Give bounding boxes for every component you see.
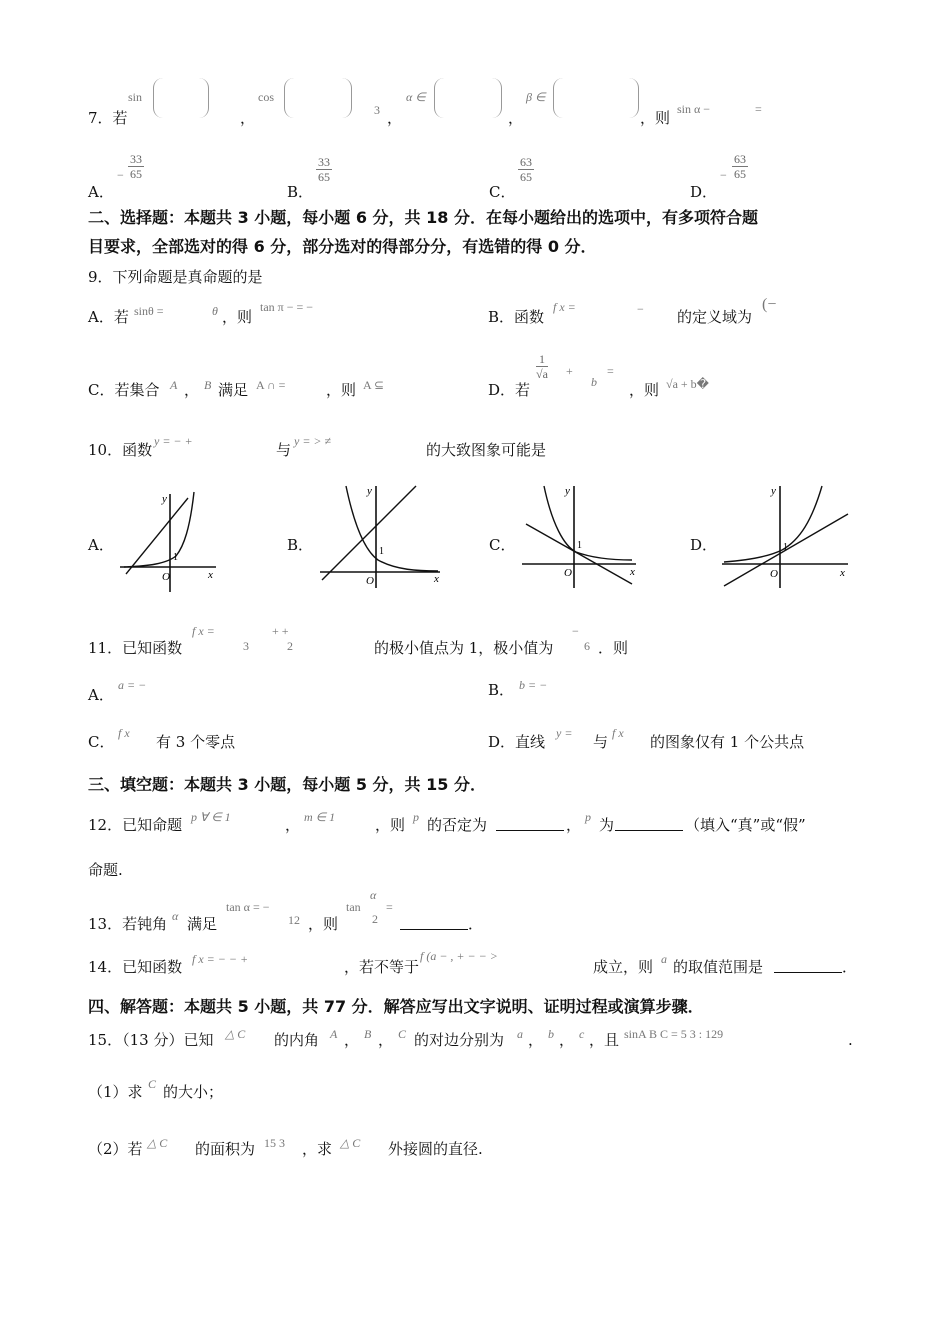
q15-part-1-a: （1）求 [88, 1083, 143, 1101]
q7-paren-3 [434, 78, 502, 118]
q10-graph-c-origin: O [564, 567, 572, 579]
q15-stem-a: 15．（13 分）已知 [88, 1031, 214, 1049]
section-2-heading-line-2: 目要求，全部选对的得 6 分，部分选对的得部分分，有选错的得 0 分． [88, 237, 597, 256]
q7-number: 7．若 [88, 109, 128, 127]
q15-part-2-a: （2）若 [88, 1140, 143, 1158]
q15-angle-c: C [398, 1027, 407, 1041]
q15-triangle: △ C [225, 1027, 246, 1041]
q10-graph-d-x-label: x [840, 567, 845, 579]
q15-text-1: 的内角 [274, 1031, 320, 1049]
q9-option-d-plus: + [566, 364, 573, 378]
q11-math-1: f x = [192, 624, 215, 638]
q9-option-b-math-3: (− [762, 296, 777, 313]
q7-comma-3: ， [508, 109, 524, 127]
q10-graph-b-one: 1 [379, 546, 384, 557]
q7-cos-fn: cos [258, 90, 274, 104]
q12-math-4: p [585, 810, 591, 824]
q9-stem: 9．下列命题是真命题的是 [88, 268, 263, 286]
section-2-heading-line-1: 二、选择题：本题共 3 小题，每小题 6 分，共 18 分．在每小题给出的选项中，有多项符合题 [88, 208, 758, 227]
q15-part-2-triangle: △ C [147, 1136, 168, 1150]
q10-graph-b [318, 484, 444, 590]
q14-math-2: f (a − , + − − > [420, 949, 498, 963]
q9-option-b-label: B．函数 [488, 308, 545, 326]
q14-math-1: f x = − − + [192, 952, 249, 966]
q10-graph-a [118, 488, 224, 594]
q13-text-1: 满足 [187, 915, 218, 933]
q9-option-c-separator: ， [184, 381, 200, 399]
q12-text-1: 的否定为 [427, 816, 488, 834]
q9-option-c-set-b: B [204, 378, 212, 392]
q9-option-c-label: C．若集合 [88, 381, 160, 399]
q7-three: 3 [374, 103, 380, 117]
q7-option-b-fraction [316, 155, 332, 184]
q14-text-3: 的取值范围是 [673, 958, 764, 976]
q11-math-4: + + [272, 624, 289, 638]
q9-option-d-label: D．若 [488, 381, 531, 399]
q15-part-1-math: C [148, 1077, 157, 1091]
q7-option-c-label: C． [489, 183, 516, 201]
q11-math-6: 6 [584, 639, 590, 653]
q9-option-a-math-3: tan π − = − [260, 300, 314, 314]
q7-comma-2: ， [387, 109, 403, 127]
q11-option-d-text: 的图象仅有 1 个公共点 [650, 733, 805, 751]
q12-line-2: 命题. [88, 861, 123, 879]
q10-graph-b-y-label: y [367, 485, 372, 497]
q12-text-2: 为 [599, 816, 615, 834]
q13-end: ． [468, 915, 484, 933]
q7-paren-4 [553, 78, 639, 118]
q10-graph-a-one: 1 [173, 552, 178, 563]
q11-math-2: 3 [243, 639, 249, 653]
q7-option-d-minus: − [720, 168, 727, 182]
q13-blank[interactable] [400, 915, 468, 930]
q9-option-d-numerator: 1 [536, 352, 548, 367]
q9-option-b-math-1: f x = [553, 300, 576, 314]
q7-option-b-label: B． [287, 183, 314, 201]
q14-text-1: ，若不等于 [344, 958, 420, 976]
q10-stem-a: 10．函数 [88, 441, 153, 459]
q10-graph-d-exponential-curve [724, 486, 822, 562]
q7-option-c-numerator: 63 [520, 155, 532, 169]
q14-math-3: a [661, 952, 667, 966]
q14-blank[interactable] [774, 958, 842, 973]
q10-graph-b-line [322, 486, 416, 580]
q15-side-c: c [579, 1027, 585, 1041]
q14-text-2: 成立，则 [593, 958, 654, 976]
q11-option-a-math: a = − [118, 678, 147, 692]
q7-option-a-minus: − [117, 168, 124, 182]
q9-option-c-then: ，则 [326, 381, 357, 399]
q12-blank-2[interactable] [615, 816, 683, 831]
q11-option-a-label: A． [88, 686, 114, 704]
q7-option-c-denominator: 65 [520, 170, 532, 184]
q15-part-2-d: 外接圆的直径. [388, 1140, 483, 1158]
q15-side-b: b [548, 1027, 554, 1041]
q15-part-2-area: 15 3 [264, 1136, 285, 1150]
q15-ratio: sinA B C = 5 3 : 129 [624, 1027, 724, 1041]
q7-option-d-label: D． [690, 183, 718, 201]
q10-graph-a-x-label: x [208, 569, 213, 581]
q9-option-d-equals: = [607, 364, 614, 378]
q7-paren-2 [284, 78, 352, 118]
q10-graph-c-one: 1 [577, 540, 582, 551]
q13-alpha: α [172, 909, 179, 923]
q14-end: ． [842, 958, 858, 976]
q11-option-c-math: f x [118, 726, 130, 740]
q9-option-b-text: 的定义域为 [677, 308, 753, 326]
q13-tan: tan [346, 900, 361, 914]
q10-graph-b-decay-curve [346, 486, 438, 571]
q7-option-d-denominator: 65 [734, 167, 746, 181]
q10-graph-a-line [126, 498, 188, 574]
q10-graph-b-x-label: x [434, 573, 439, 585]
q10-graph-b-origin: O [366, 575, 374, 587]
q13-tan-expression: tan α = − [226, 900, 270, 914]
q7-sin-fn: sin [128, 90, 143, 104]
q11-option-c-text: 有 3 个零点 [156, 733, 236, 751]
q9-option-a-then: ，则 [222, 308, 253, 326]
q12-separator-2: ， [566, 816, 582, 834]
q9-option-c-text: 满足 [218, 381, 249, 399]
q14-stem-a: 14．已知函数 [88, 958, 183, 976]
q11-option-d-math-1: y = [556, 726, 573, 740]
q9-option-d-fraction [536, 352, 548, 381]
q15-side-a: a [517, 1027, 523, 1041]
q15-text-3: ，且 [589, 1031, 620, 1049]
q10-graph-c-decay-curve [544, 486, 632, 560]
q12-text-3: （填入“真”或“假” [685, 816, 806, 834]
q13-stem-a: 13．若钝角 [88, 915, 168, 933]
q9-option-d-b: b [591, 375, 597, 389]
q9-option-d-denominator: √a [536, 367, 548, 381]
q12-blank-1[interactable] [496, 816, 564, 831]
q10-stem-b: 的大致图象可能是 [426, 441, 547, 459]
q10-math-2: y = > ≠ [294, 434, 332, 448]
q11-stem-b: 的极小值点为 1，极小值为 [374, 639, 554, 657]
q7-option-b-denominator: 65 [318, 170, 330, 184]
section-4-heading: 四、解答题：本题共 5 小题，共 77 分．解答应写出文字说明、证明过程或演算步骤． [88, 997, 704, 1016]
q7-then: ，则 [640, 109, 671, 127]
q11-option-b-math: b = − [519, 678, 548, 692]
q9-option-c-subset: A ⊆ [363, 378, 385, 392]
q13-equals: = [386, 900, 393, 914]
q15-part-2-triangle-2: △ C [340, 1136, 361, 1150]
q11-option-d-mid: 与 [593, 733, 609, 751]
q12-math-2: m ∈ 1 [304, 810, 336, 824]
q9-option-a-math-1: sinθ = [134, 304, 164, 318]
q12-math-1: p ∀ ∈ 1 [191, 810, 231, 824]
q15-angle-b: B [364, 1027, 372, 1041]
q7-option-a-denominator: 65 [130, 167, 142, 181]
q15-sep-4: ， [559, 1031, 575, 1049]
q11-option-d-math-2: f x [612, 726, 624, 740]
q9-option-a-label: A．若 [88, 308, 129, 326]
q9-option-d-math: √a + b� [666, 377, 709, 391]
q7-alpha-in: α ∈ [406, 90, 426, 104]
q10-math-1: y = − + [154, 434, 193, 448]
q7-option-a-numerator: 33 [130, 152, 142, 166]
q7-option-a-fraction [128, 152, 144, 181]
q11-option-d-label: D．直线 [488, 733, 546, 751]
q10-graph-c-y-label: y [565, 485, 570, 497]
q15-sep-1: ， [344, 1031, 360, 1049]
q7-option-d-numerator: 63 [734, 152, 746, 166]
q9-option-b-math-2: − [637, 302, 644, 316]
q11-stem-c: ．则 [598, 639, 629, 657]
q11-option-c-label: C． [88, 733, 115, 751]
q7-comma-1: ， [240, 109, 256, 127]
q15-part-2-c: ，求 [302, 1140, 333, 1158]
q13-then: ，则 [308, 915, 339, 933]
q7-expression: sin α − [677, 102, 711, 116]
q7-option-b-numerator: 33 [318, 155, 330, 169]
q11-option-b-label: B． [488, 681, 515, 699]
q10-option-d-label: D． [690, 536, 718, 554]
q10-graph-d [720, 484, 852, 590]
q9-option-a-math-2: θ [212, 304, 218, 318]
q11-stem-a: 11．已知函数 [88, 639, 183, 657]
q7-option-d-fraction [732, 152, 748, 181]
q10-option-a-label: A． [88, 536, 114, 554]
q7-option-c-fraction [518, 155, 534, 184]
q10-graph-d-origin: O [770, 568, 778, 580]
q10-graph-d-y-label: y [771, 485, 776, 497]
q12-separator: ， [285, 816, 301, 834]
q13-half-alpha-num: α [370, 888, 377, 902]
q10-graph-a-origin: O [162, 571, 170, 583]
q12-math-3: p [413, 810, 419, 824]
q15-sep-3: ， [528, 1031, 544, 1049]
q13-half-alpha-den: 2 [372, 912, 378, 926]
q15-sep-2: ， [378, 1031, 394, 1049]
q10-option-b-label: B． [287, 536, 314, 554]
q15-part-1-b: 的大小； [163, 1083, 224, 1101]
q10-graph-a-y-label: y [162, 493, 167, 505]
q10-graph-d-one: 1 [783, 542, 788, 553]
q9-option-c-intersection: A ∩ = [256, 378, 286, 392]
q7-option-a-label: A． [88, 183, 114, 201]
section-3-heading: 三、填空题：本题共 3 小题，每小题 5 分，共 15 分． [88, 775, 486, 794]
q9-option-d-then: ，则 [629, 381, 660, 399]
q11-math-5: − [572, 624, 579, 638]
q12-then: ，则 [375, 816, 406, 834]
q10-graph-c-x-label: x [630, 566, 635, 578]
q13-denominator: 12 [288, 913, 300, 927]
q7-paren-1 [153, 78, 209, 118]
q15-part-2-b: 的面积为 [195, 1140, 256, 1158]
q10-graph-c [520, 484, 640, 590]
q15-angle-a: A [330, 1027, 338, 1041]
q12-stem-a: 12．已知命题 [88, 816, 183, 834]
q10-graph-c-line [526, 524, 632, 584]
q10-option-c-label: C． [489, 536, 516, 554]
q7-equals: = [755, 102, 762, 116]
q15-end: . [848, 1031, 853, 1049]
q10-mid-text: 与 [276, 441, 292, 459]
q9-option-c-set-a: A [170, 378, 178, 392]
q7-beta-in: β ∈ [526, 90, 546, 104]
q11-math-3: 2 [287, 639, 293, 653]
q15-text-2: 的对边分别为 [414, 1031, 505, 1049]
